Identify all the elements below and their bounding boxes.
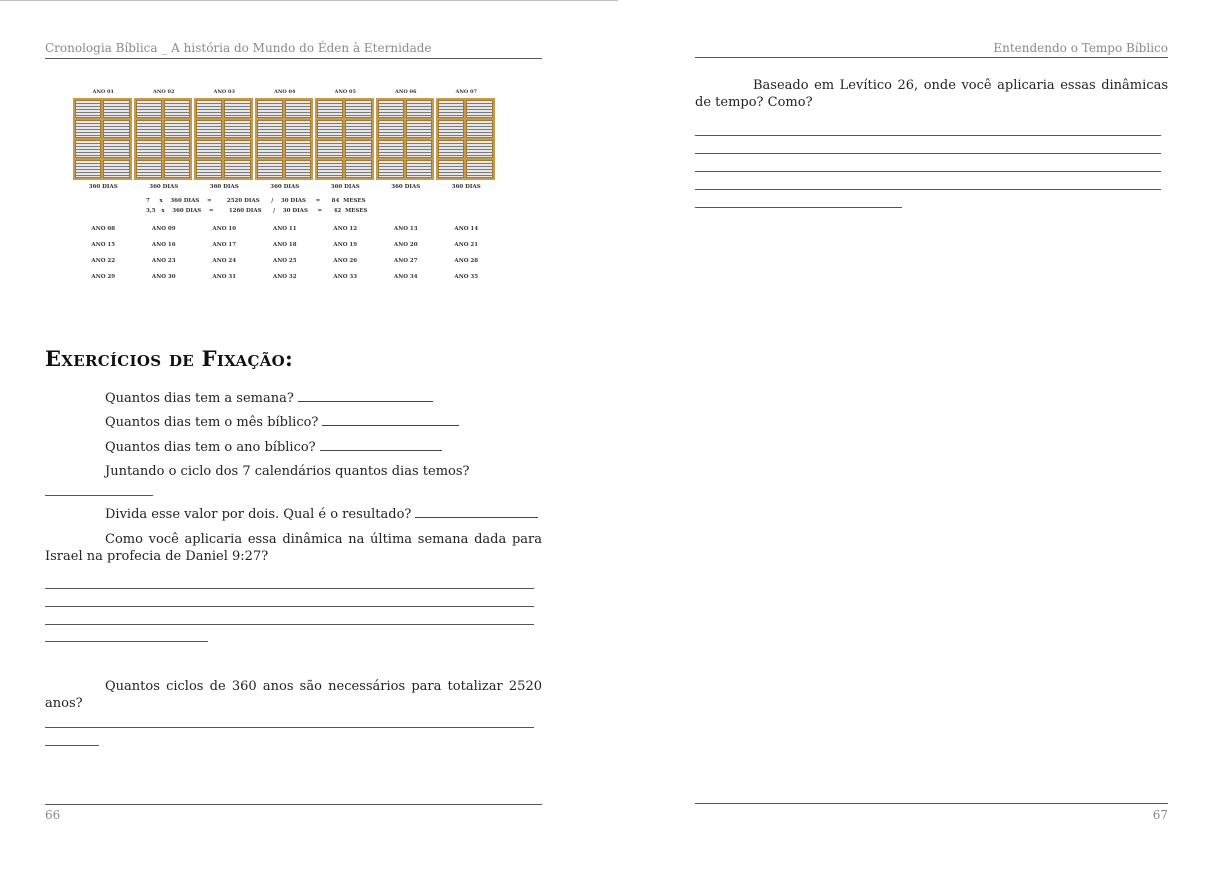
page-number-left: 66: [45, 808, 61, 822]
calendar-figure: [73, 88, 501, 290]
question-text: Quantos dias tem o ano bíblico?: [105, 440, 316, 455]
year-label: ANO 27: [393, 258, 418, 264]
year-row: [73, 226, 497, 242]
year-label: ANO 07: [455, 89, 477, 95]
question-month-days: [105, 413, 459, 431]
answer-blank[interactable]: [320, 438, 442, 451]
answer-line[interactable]: [695, 207, 902, 208]
year-label: ANO 12: [333, 226, 358, 232]
year-label: ANO 13: [393, 226, 418, 232]
year-label: ANO 29: [91, 274, 116, 280]
year-label: ANO 09: [151, 226, 176, 232]
header-rule-left: [45, 58, 542, 59]
calendar-image: [315, 98, 374, 180]
answer-line[interactable]: [45, 624, 534, 625]
figure-days-labels: [73, 183, 497, 192]
footer-rule-right: [695, 803, 1168, 804]
footer-rule-left: [45, 804, 542, 805]
right-page: [605, 0, 1210, 869]
year-label: ANO 23: [151, 258, 176, 264]
question-cycles: Quantos ciclos de 360 anos são necessários para totalizar 2520 anos?: [45, 679, 542, 711]
year-label: ANO 34: [393, 274, 418, 280]
year-label: ANO 03: [213, 89, 235, 95]
calc-line: 7 x 360 DIAS = 2520 DIAS / 30 DIAS = 84 MESES: [146, 198, 366, 204]
year-label: ANO 02: [152, 89, 175, 95]
answer-blank[interactable]: [415, 505, 538, 518]
question-text: Quantos dias tem o mês bíblico?: [105, 415, 319, 430]
year-label: ANO 33: [333, 274, 358, 280]
year-label: ANO 35: [454, 274, 479, 280]
days-label: 360 DIAS: [209, 184, 239, 190]
question-leviticus: Baseado em Levítico 26, onde você aplicaria essas dinâmicas de tempo? Como?: [695, 78, 1168, 110]
year-label: ANO 24: [212, 258, 237, 264]
year-row: [73, 258, 497, 274]
calendar-image: [255, 98, 314, 180]
calendar-image: [194, 98, 253, 180]
year-label: ANO 08: [91, 226, 116, 232]
year-row: [73, 242, 497, 258]
question-text: Quantos dias tem a semana?: [105, 391, 294, 406]
question-divide: [105, 505, 538, 523]
year-label: ANO 22: [91, 258, 116, 264]
header-rule-right: [695, 57, 1168, 58]
figure-year-grid: [73, 226, 501, 290]
running-header-left: Cronologia Bíblica _ A história do Mundo do Éden à Eternidade: [45, 41, 432, 55]
year-label: ANO 31: [212, 274, 237, 280]
answer-line[interactable]: [695, 171, 1161, 172]
question-text: Divida esse valor por dois. Qual é o resultado?: [105, 507, 412, 522]
year-label: ANO 16: [151, 242, 176, 248]
answer-line[interactable]: [45, 745, 99, 746]
section-heading: Exercícios de Fixação:: [45, 346, 294, 371]
calc-line: 3,5 x 360 DIAS = 1260 DIAS / 30 DIAS = 42 MESES: [146, 208, 368, 214]
page-number-right: 67: [1152, 808, 1168, 822]
calendar-images: [73, 98, 497, 180]
year-label: ANO 30: [151, 274, 176, 280]
answer-line[interactable]: [45, 727, 534, 728]
year-label: ANO 26: [333, 258, 358, 264]
year-label: ANO 32: [272, 274, 297, 280]
answer-blank[interactable]: [322, 413, 459, 426]
year-label: ANO 28: [454, 258, 479, 264]
figure-calculation: [146, 196, 501, 216]
days-label: 360 DIAS: [88, 184, 118, 190]
answer-line[interactable]: [695, 135, 1161, 136]
answer-line[interactable]: [45, 588, 534, 589]
year-label: ANO 05: [334, 89, 356, 95]
answer-blank[interactable]: [298, 389, 433, 402]
answer-line[interactable]: [45, 495, 153, 496]
year-label: ANO 10: [212, 226, 237, 232]
year-label: ANO 18: [272, 242, 297, 248]
answer-line[interactable]: [695, 153, 1161, 154]
calendar-image: [73, 98, 132, 180]
question-daniel: Como você aplicaria essa dinâmica na última semana dada para Israel na profecia de Daniel 9:27?: [45, 532, 542, 564]
days-label: 360 DIAS: [270, 184, 300, 190]
year-label: ANO 14: [454, 226, 479, 232]
year-label: ANO 25: [272, 258, 297, 264]
answer-line[interactable]: [45, 606, 534, 607]
year-label: ANO 11: [272, 226, 297, 232]
running-header-right: Entendendo o Tempo Bíblico: [993, 41, 1168, 55]
figure-top-years: [73, 88, 497, 96]
days-label: 360 DIAS: [149, 184, 179, 190]
year-label: ANO 19: [333, 242, 358, 248]
calendar-image: [134, 98, 193, 180]
calendar-image: [436, 98, 495, 180]
days-label: 360 DIAS: [391, 184, 421, 190]
answer-line[interactable]: [45, 641, 208, 642]
year-label: ANO 17: [212, 242, 237, 248]
year-label: ANO 15: [91, 242, 116, 248]
days-label: 360 DIAS: [451, 184, 481, 190]
calendar-image: [376, 98, 435, 180]
year-label: ANO 06: [394, 89, 417, 95]
year-label: ANO 04: [273, 89, 296, 95]
question-seven-calendars: Juntando o ciclo dos 7 calendários quantos dias temos?: [105, 464, 470, 479]
year-label: ANO 01: [92, 89, 114, 95]
year-label: ANO 20: [393, 242, 418, 248]
answer-line[interactable]: [695, 189, 1161, 190]
days-label: 360 DIAS: [330, 184, 360, 190]
year-label: ANO 21: [454, 242, 479, 248]
question-week-days: [105, 389, 433, 407]
year-row: [73, 274, 497, 290]
question-year-days: [105, 438, 442, 456]
